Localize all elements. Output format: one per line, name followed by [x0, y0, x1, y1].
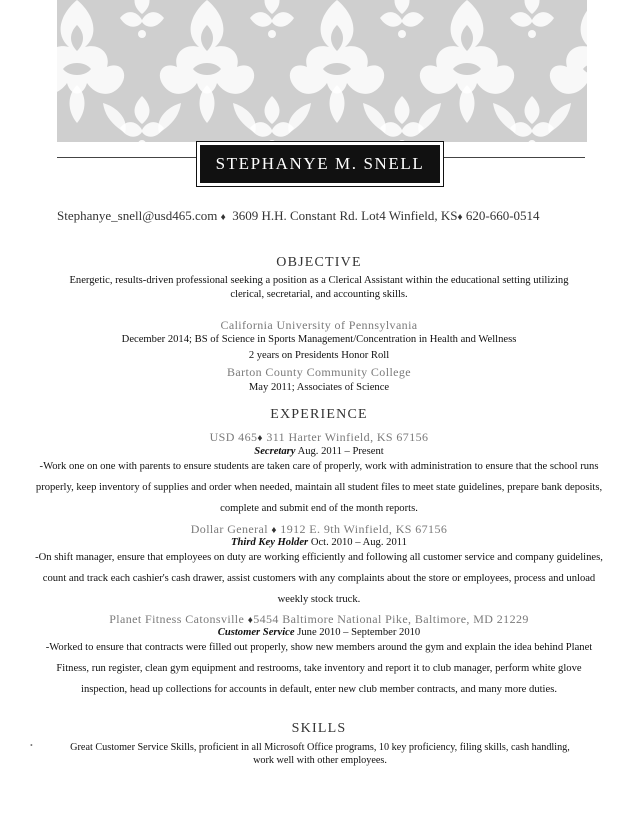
education-line-2: 2 years on Presidents Honor Roll	[248, 350, 390, 361]
separator-diamond-icon: ♦	[247, 615, 254, 626]
skills-heading: SKILLS	[291, 721, 347, 736]
job-location: 1912 E. 9th Winfield, KS 67156	[280, 522, 448, 536]
job-location: 311 Harter Winfield, KS 67156	[266, 430, 429, 444]
experience-heading: EXPERIENCE	[270, 407, 368, 422]
job-role: Third Key Holder	[231, 537, 309, 548]
skills-text: Great Customer Service Skills, proficient in all Microsoft Office programs, 10 key proficiency, filing skills, cash handling, work well with other employees.	[70, 742, 570, 766]
job-dates: Oct. 2010 – Aug. 2011	[310, 537, 407, 548]
job-header	[0, 430, 638, 445]
job-employer: Planet Fitness Catonsville	[109, 612, 245, 626]
job-role: Secretary	[254, 446, 296, 457]
education-line-1: December 2014; BS of Science in Sports Management/Concentration in Health and Wellness	[121, 334, 517, 345]
separator-diamond-icon: ♦	[271, 525, 277, 536]
email-link[interactable]: Stephanye_snell@usd465.com	[57, 208, 218, 223]
job-dates: June 2010 – September 2010	[297, 627, 421, 638]
header-rule-left	[57, 157, 198, 158]
full-name: STEPHANYE M. SNELL	[215, 154, 425, 173]
job-duties: -Work one on one with parents to ensure students are taken care of properly, work with administration to ensure that the school runs properly, keep inventory of supplies and order when needed, maintain all student files to meet state guidelines, prepare bank deposits, complete and submit end of the month reports.	[35, 461, 603, 514]
separator-diamond-icon: ♦	[220, 212, 226, 223]
bullet-icon: •	[30, 741, 33, 750]
job-duties: -Worked to ensure that contracts were filled out properly, show new members around the gym and explain the idea behind Planet Fitness, run register, clean gym equipment and restrooms, take inventory and report it to club manager, perform white glove inspection, head up collections for accounts in default, enter new club member contracts, and many more duties.	[45, 642, 593, 695]
damask-banner	[57, 0, 587, 142]
job-header	[0, 522, 638, 537]
job-location: 5454 Baltimore National Pike, Baltimore, MD 21229	[253, 612, 529, 626]
job-header	[0, 612, 638, 627]
job-role: Customer Service	[217, 627, 295, 638]
objective-text: Energetic, results-driven professional seeking a position as a Clerical Assistant within the educational setting utilizing clerical, secretarial, and accounting skills.	[69, 275, 569, 300]
job-duties: -On shift manager, ensure that employees on duty are working efficiently and following all customer service and company guidelines, count and track each cashier's cash drawer, assist customers with any complaints about the store or employees, process and unload weekly stock truck.	[35, 552, 603, 605]
separator-diamond-icon: ♦	[257, 433, 263, 444]
address-text: 3609 H.H. Constant Rd. Lot4 Winfield, KS	[232, 208, 458, 223]
contact-line	[57, 208, 597, 224]
name-banner	[196, 141, 444, 187]
job-employer: USD 465	[209, 430, 258, 444]
education-line-3: May 2011; Associates of Science	[248, 382, 390, 393]
education-school-2: Barton County Community College	[226, 365, 412, 379]
job-dates: Aug. 2011 – Present	[297, 446, 384, 457]
header-rule-right	[440, 157, 585, 158]
job-employer: Dollar General	[190, 522, 268, 536]
objective-heading: OBJECTIVE	[276, 255, 362, 270]
phone-text: 620-660-0514	[465, 208, 540, 223]
education-school-1: California University of Pennsylvania	[220, 318, 418, 332]
damask-pattern	[57, 0, 587, 142]
separator-diamond-icon: ♦	[457, 212, 463, 223]
